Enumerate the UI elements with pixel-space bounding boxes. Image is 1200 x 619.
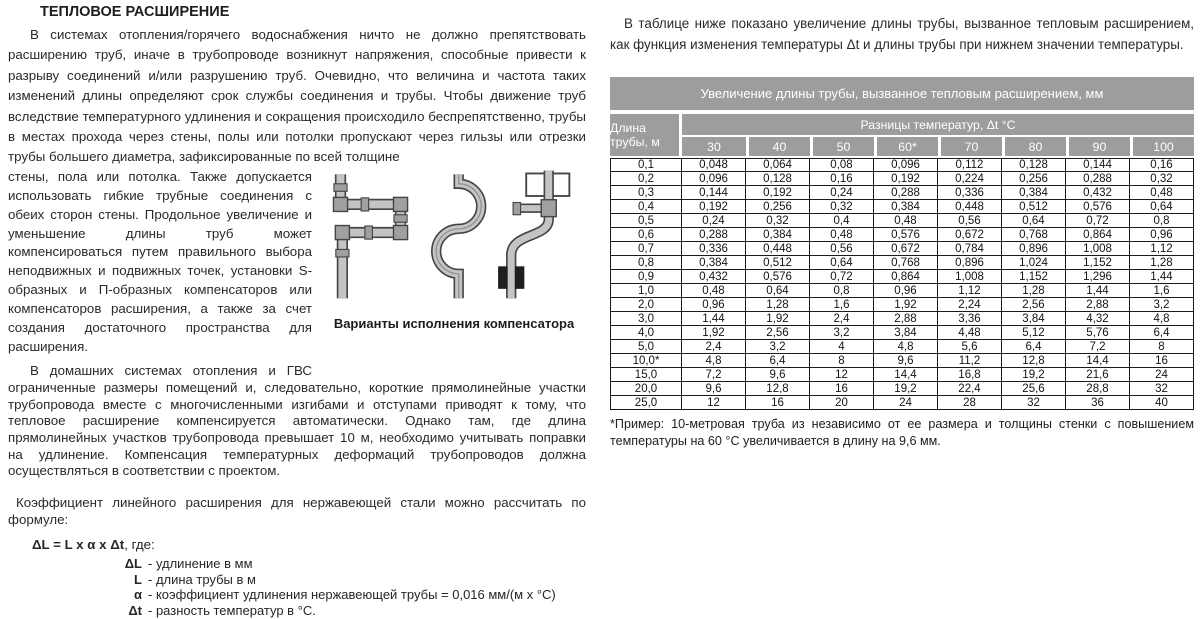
table-value-cell: 2,24 <box>938 298 1002 312</box>
table-value-cell: 1,92 <box>874 298 938 312</box>
table-value-cell: 1,28 <box>746 298 810 312</box>
row-length-cell: 5,0 <box>610 340 682 354</box>
table-value-cell: 3,84 <box>874 326 938 340</box>
table-value-cell: 1,92 <box>682 326 746 340</box>
table-value-cell: 1,28 <box>1002 284 1066 298</box>
table-value-cell: 0,896 <box>938 256 1002 270</box>
column-header-temp-differences: Разницы температур, Δt °С <box>682 114 1194 137</box>
table-value-cell: 16 <box>746 396 810 410</box>
table-value-cell: 0,32 <box>1130 172 1194 186</box>
table-value-cell: 0,64 <box>746 284 810 298</box>
table-value-cell: 2,56 <box>1002 298 1066 312</box>
table-value-cell: 2,4 <box>810 312 874 326</box>
row-length-cell: 20,0 <box>610 382 682 396</box>
table-value-cell: 3,2 <box>746 340 810 354</box>
table-value-cell: 19,2 <box>874 382 938 396</box>
table-value-cell: 0,48 <box>810 228 874 242</box>
definition-line <box>104 572 586 588</box>
table-value-cell: 12,8 <box>746 382 810 396</box>
table-value-cell: 0,96 <box>682 298 746 312</box>
paragraph-thermal-expansion-intro: В системах отопления/горячего водоснабжения ничто не должно препятствовать расширению труб, иначе в трубопроводе возникнут напряжения, способные привести к разрыву соединений и/или разрушению труб. Очевидно, что величина и частота таких изменений длины определяют срок службы соединения и трубы. Чтобы движение труб вследствие температурного удлинения и сокращения происходило беспрепятственно, трубы в местах прохода через стены, полы или потолки пропускают через гильзы или отрезки трубы большего диаметра, зафиксированные по всей толщине <box>8 27 586 165</box>
column-header-pipe-length: Длина трубы, м <box>610 114 682 158</box>
definition-term: α <box>134 587 142 603</box>
table-value-cell: 0,576 <box>746 270 810 284</box>
table-value-cell: 0,72 <box>810 270 874 284</box>
row-length-cell: 0,8 <box>610 256 682 270</box>
table-value-cell: 28,8 <box>1066 382 1130 396</box>
table-value-cell: 1,152 <box>1066 256 1130 270</box>
table-value-cell: 0,192 <box>746 186 810 200</box>
table-value-cell: 0,384 <box>746 228 810 242</box>
row-length-cell: 0,2 <box>610 172 682 186</box>
table-value-cell: 24 <box>874 396 938 410</box>
table-value-cell: 1,008 <box>1066 242 1130 256</box>
table-value-cell: 16 <box>1130 354 1194 368</box>
u-shaped-compensator-pipe <box>333 174 407 298</box>
table-value-cell: 4,8 <box>1130 312 1194 326</box>
row-length-cell: 0,7 <box>610 242 682 256</box>
temp-header-cell: 70 <box>938 137 1002 158</box>
table-value-cell: 4,32 <box>1066 312 1130 326</box>
table-value-cell: 0,64 <box>810 256 874 270</box>
definition-text: - длина трубы в м <box>148 571 256 587</box>
table-value-cell: 2,4 <box>682 340 746 354</box>
table-value-cell: 40 <box>1130 396 1194 410</box>
table-value-cell: 24 <box>1130 368 1194 382</box>
definition-line <box>104 603 586 619</box>
table-value-cell: 7,2 <box>682 368 746 382</box>
temp-header-cell: 90 <box>1066 137 1130 158</box>
table-value-cell: 1,44 <box>1066 284 1130 298</box>
table-value-cell: 0,288 <box>682 228 746 242</box>
table-value-cell: 0,48 <box>1130 186 1194 200</box>
table-value-cell: 0,864 <box>1066 228 1130 242</box>
table-value-cell: 0,448 <box>746 242 810 256</box>
table-value-cell: 14,4 <box>874 368 938 382</box>
row-length-cell: 25,0 <box>610 396 682 410</box>
table-value-cell: 22,4 <box>938 382 1002 396</box>
definition-term: Δt <box>128 602 142 618</box>
table-value-cell: 3,84 <box>1002 312 1066 326</box>
table-value-cell: 0,24 <box>682 214 746 228</box>
table-value-cell: 0,112 <box>938 158 1002 172</box>
table-value-cell: 0,448 <box>938 200 1002 214</box>
table-value-cell: 12 <box>810 368 874 382</box>
table-value-cell: 0,048 <box>682 158 746 172</box>
table-value-cell: 0,48 <box>874 214 938 228</box>
definition-line <box>104 556 586 572</box>
temp-header-cell: 50 <box>810 137 874 158</box>
table-value-cell: 5,12 <box>1002 326 1066 340</box>
table-value-cell: 0,08 <box>810 158 874 172</box>
temp-header-cell: 40 <box>746 137 810 158</box>
left-column <box>8 4 586 619</box>
table-value-cell: 0,192 <box>874 172 938 186</box>
tee-fitting <box>541 200 556 217</box>
table-value-cell: 0,288 <box>1066 172 1130 186</box>
row-length-cell: 0,6 <box>610 228 682 242</box>
definition-text: - удлинение в мм <box>148 556 253 572</box>
table-value-cell: 1,92 <box>746 312 810 326</box>
figure-caption: Варианты исполнения компенсатора <box>333 315 575 331</box>
table-value-cell: 0,32 <box>746 214 810 228</box>
row-length-cell: 3,0 <box>610 312 682 326</box>
table-value-cell: 0,432 <box>1066 186 1130 200</box>
temp-header-cell: 30 <box>682 137 746 158</box>
formula-expression: ΔL = L x α x Δt <box>32 537 125 553</box>
definition-text: - разность температур в °С. <box>148 602 316 618</box>
table-value-cell: 0,224 <box>938 172 1002 186</box>
table-value-cell: 3,2 <box>810 326 874 340</box>
table-value-cell: 4 <box>810 340 874 354</box>
table-value-cell: 0,56 <box>938 214 1002 228</box>
formula-suffix: , где: <box>124 537 155 553</box>
compensator-figure <box>312 168 590 331</box>
table-value-cell: 0,512 <box>746 256 810 270</box>
table-value-cell: 9,6 <box>874 354 938 368</box>
row-length-cell: 15,0 <box>610 368 682 382</box>
table-value-cell: 0,16 <box>1130 158 1194 172</box>
table-value-cell: 16 <box>810 382 874 396</box>
table-grid <box>610 114 1194 410</box>
paragraph-coefficient: Коэффициент линейного расширения для нержавеющей стали можно рассчитать по формуле: <box>8 495 586 528</box>
table-value-cell: 5,6 <box>938 340 1002 354</box>
table-value-cell: 2,88 <box>874 312 938 326</box>
table-value-cell: 4,48 <box>938 326 1002 340</box>
definition-term: L <box>134 571 142 587</box>
table-value-cell: 7,2 <box>1066 340 1130 354</box>
table-value-cell: 0,96 <box>1130 228 1194 242</box>
table-value-cell: 0,256 <box>746 200 810 214</box>
table-value-cell: 0,384 <box>1002 186 1066 200</box>
row-length-cell: 10,0* <box>610 354 682 368</box>
table-value-cell: 0,672 <box>938 228 1002 242</box>
table-value-cell: 9,6 <box>682 382 746 396</box>
table-value-cell: 19,2 <box>1002 368 1066 382</box>
row-length-cell: 0,4 <box>610 200 682 214</box>
table-value-cell: 0,576 <box>874 228 938 242</box>
table-value-cell: 1,152 <box>1002 270 1066 284</box>
table-value-cell: 1,12 <box>938 284 1002 298</box>
table-value-cell: 1,024 <box>1002 256 1066 270</box>
table-value-cell: 5,76 <box>1066 326 1130 340</box>
table-value-cell: 0,512 <box>1002 200 1066 214</box>
table-value-cell: 0,24 <box>810 186 874 200</box>
table-value-cell: 0,256 <box>1002 172 1066 186</box>
wall-pass-pipe <box>498 170 569 298</box>
text-figure-row <box>8 168 586 380</box>
table-value-cell: 0,8 <box>810 284 874 298</box>
table-title-band: Увеличение длины трубы, вызванное тепловым расширением, мм <box>610 77 1194 110</box>
row-length-cell: 0,9 <box>610 270 682 284</box>
row-length-cell: 4,0 <box>610 326 682 340</box>
table-value-cell: 32 <box>1002 396 1066 410</box>
table-value-cell: 8 <box>810 354 874 368</box>
table-value-cell: 0,64 <box>1002 214 1066 228</box>
definition-line <box>104 587 586 603</box>
table-value-cell: 0,288 <box>874 186 938 200</box>
table-value-cell: 0,72 <box>1066 214 1130 228</box>
row-length-cell: 0,3 <box>610 186 682 200</box>
row-length-cell: 0,1 <box>610 158 682 172</box>
table-value-cell: 36 <box>1066 396 1130 410</box>
table-value-cell: 0,56 <box>810 242 874 256</box>
temp-header-cell: 80 <box>1002 137 1066 158</box>
table-value-cell: 0,64 <box>1130 200 1194 214</box>
table-value-cell: 2,88 <box>1066 298 1130 312</box>
definition-term: ΔL <box>124 556 142 572</box>
row-length-cell: 2,0 <box>610 298 682 312</box>
table-value-cell: 16,8 <box>938 368 1002 382</box>
formula-definitions <box>104 556 586 618</box>
right-column <box>610 14 1194 450</box>
table-value-cell: 0,384 <box>682 256 746 270</box>
table-value-cell: 0,784 <box>938 242 1002 256</box>
formula <box>32 537 586 552</box>
temp-header-cell: 60* <box>874 137 938 158</box>
expansion-table <box>610 77 1194 410</box>
table-value-cell: 1,28 <box>1130 256 1194 270</box>
page-title: ТЕПЛОВОЕ РАСШИРЕНИЕ <box>40 4 230 20</box>
table-value-cell: 0,336 <box>682 242 746 256</box>
table-value-cell: 20 <box>810 396 874 410</box>
table-value-cell: 2,56 <box>746 326 810 340</box>
table-intro-paragraph: В таблице ниже показано увеличение длины трубы, вызванное тепловым расширением, как функция изменения температуры Δt и длины трубы при нижнем значении температуры. <box>610 16 1194 52</box>
table-value-cell: 0,32 <box>810 200 874 214</box>
table-value-cell: 4,8 <box>874 340 938 354</box>
table-value-cell: 0,144 <box>682 186 746 200</box>
table-value-cell: 4,8 <box>682 354 746 368</box>
table-value-cell: 1,6 <box>810 298 874 312</box>
table-value-cell: 12,8 <box>1002 354 1066 368</box>
table-value-cell: 0,8 <box>1130 214 1194 228</box>
table-value-cell: 0,192 <box>682 200 746 214</box>
narrow-text-column <box>8 168 312 380</box>
table-value-cell: 1,296 <box>1066 270 1130 284</box>
definition-text: - коэффициент удлинения нержавеющей трубы = 0,016 мм/(м x °С) <box>148 587 556 603</box>
table-value-cell: 32 <box>1130 382 1194 396</box>
table-value-cell: 0,48 <box>682 284 746 298</box>
table-value-cell: 0,864 <box>874 270 938 284</box>
paragraph-domestic-systems: ограниченные размеры помещений и, следовательно, короткие прямолинейные участки трубопровода вместе с многочисленными изгибами и отступами приводят к тому, что тепловое расширение компенсируется автоматически. Однако там, где длина прямолинейных участков трубопровода превышает 10 м, необходимо учитывать поправки на удлинение. Компенсация температурных деформаций трубопроводов должна осуществляться в соответствии с проектом. <box>8 379 586 479</box>
table-value-cell: 1,44 <box>1130 270 1194 284</box>
table-value-cell: 21,6 <box>1066 368 1130 382</box>
table-value-cell: 1,12 <box>1130 242 1194 256</box>
temp-header-cell: 100 <box>1130 137 1194 158</box>
table-value-cell: 1,008 <box>938 270 1002 284</box>
compensator-pipes-illustration <box>318 170 590 312</box>
table-value-cell: 9,6 <box>746 368 810 382</box>
table-value-cell: 14,4 <box>1066 354 1130 368</box>
table-value-cell: 0,096 <box>682 172 746 186</box>
table-value-cell: 3,36 <box>938 312 1002 326</box>
table-value-cell: 1,44 <box>682 312 746 326</box>
table-value-cell: 0,336 <box>938 186 1002 200</box>
table-value-cell: 3,2 <box>1130 298 1194 312</box>
row-length-cell: 1,0 <box>610 284 682 298</box>
table-value-cell: 0,4 <box>810 214 874 228</box>
table-value-cell: 0,16 <box>810 172 874 186</box>
table-value-cell: 1,6 <box>1130 284 1194 298</box>
table-value-cell: 0,432 <box>682 270 746 284</box>
table-value-cell: 8 <box>1130 340 1194 354</box>
table-footnote: *Пример: 10-метровая труба из независимо от ее размера и толщины стенки с повышением температуры на 60 °С увеличивается в длину на 9,6 мм. <box>610 417 1194 448</box>
table-value-cell: 0,96 <box>874 284 938 298</box>
paragraph-domestic-first-line: В домашних системах отопления и ГВС <box>30 362 312 378</box>
s-shaped-compensator-pipe <box>436 174 481 298</box>
row-length-cell: 0,5 <box>610 214 682 228</box>
table-value-cell: 0,144 <box>1066 158 1130 172</box>
table-value-cell: 6,4 <box>1002 340 1066 354</box>
table-value-cell: 0,896 <box>1002 242 1066 256</box>
table-value-cell: 6,4 <box>746 354 810 368</box>
paragraph-thermal-expansion-cont: стены, пола или потолка. Также допускается использовать гибкие трубные соединения с обеих сторон стены. Продольное увеличение и уменьшение длины труб может компенсироваться путем правильного выбора неподвижных и подвижных точек, установки S-образных и П-образных компенсаторов или компенсаторов расширения, а также за счет создания достаточного пространства для расширения. <box>8 168 312 354</box>
table-value-cell: 0,128 <box>746 172 810 186</box>
table-value-cell: 28 <box>938 396 1002 410</box>
table-value-cell: 12 <box>682 396 746 410</box>
table-value-cell: 0,576 <box>1066 200 1130 214</box>
table-value-cell: 0,384 <box>874 200 938 214</box>
table-value-cell: 11,2 <box>938 354 1002 368</box>
table-value-cell: 0,768 <box>1002 228 1066 242</box>
table-value-cell: 0,096 <box>874 158 938 172</box>
table-value-cell: 6,4 <box>1130 326 1194 340</box>
table-value-cell: 0,672 <box>874 242 938 256</box>
table-value-cell: 0,768 <box>874 256 938 270</box>
table-value-cell: 0,128 <box>1002 158 1066 172</box>
table-value-cell: 0,064 <box>746 158 810 172</box>
table-value-cell: 25,6 <box>1002 382 1066 396</box>
